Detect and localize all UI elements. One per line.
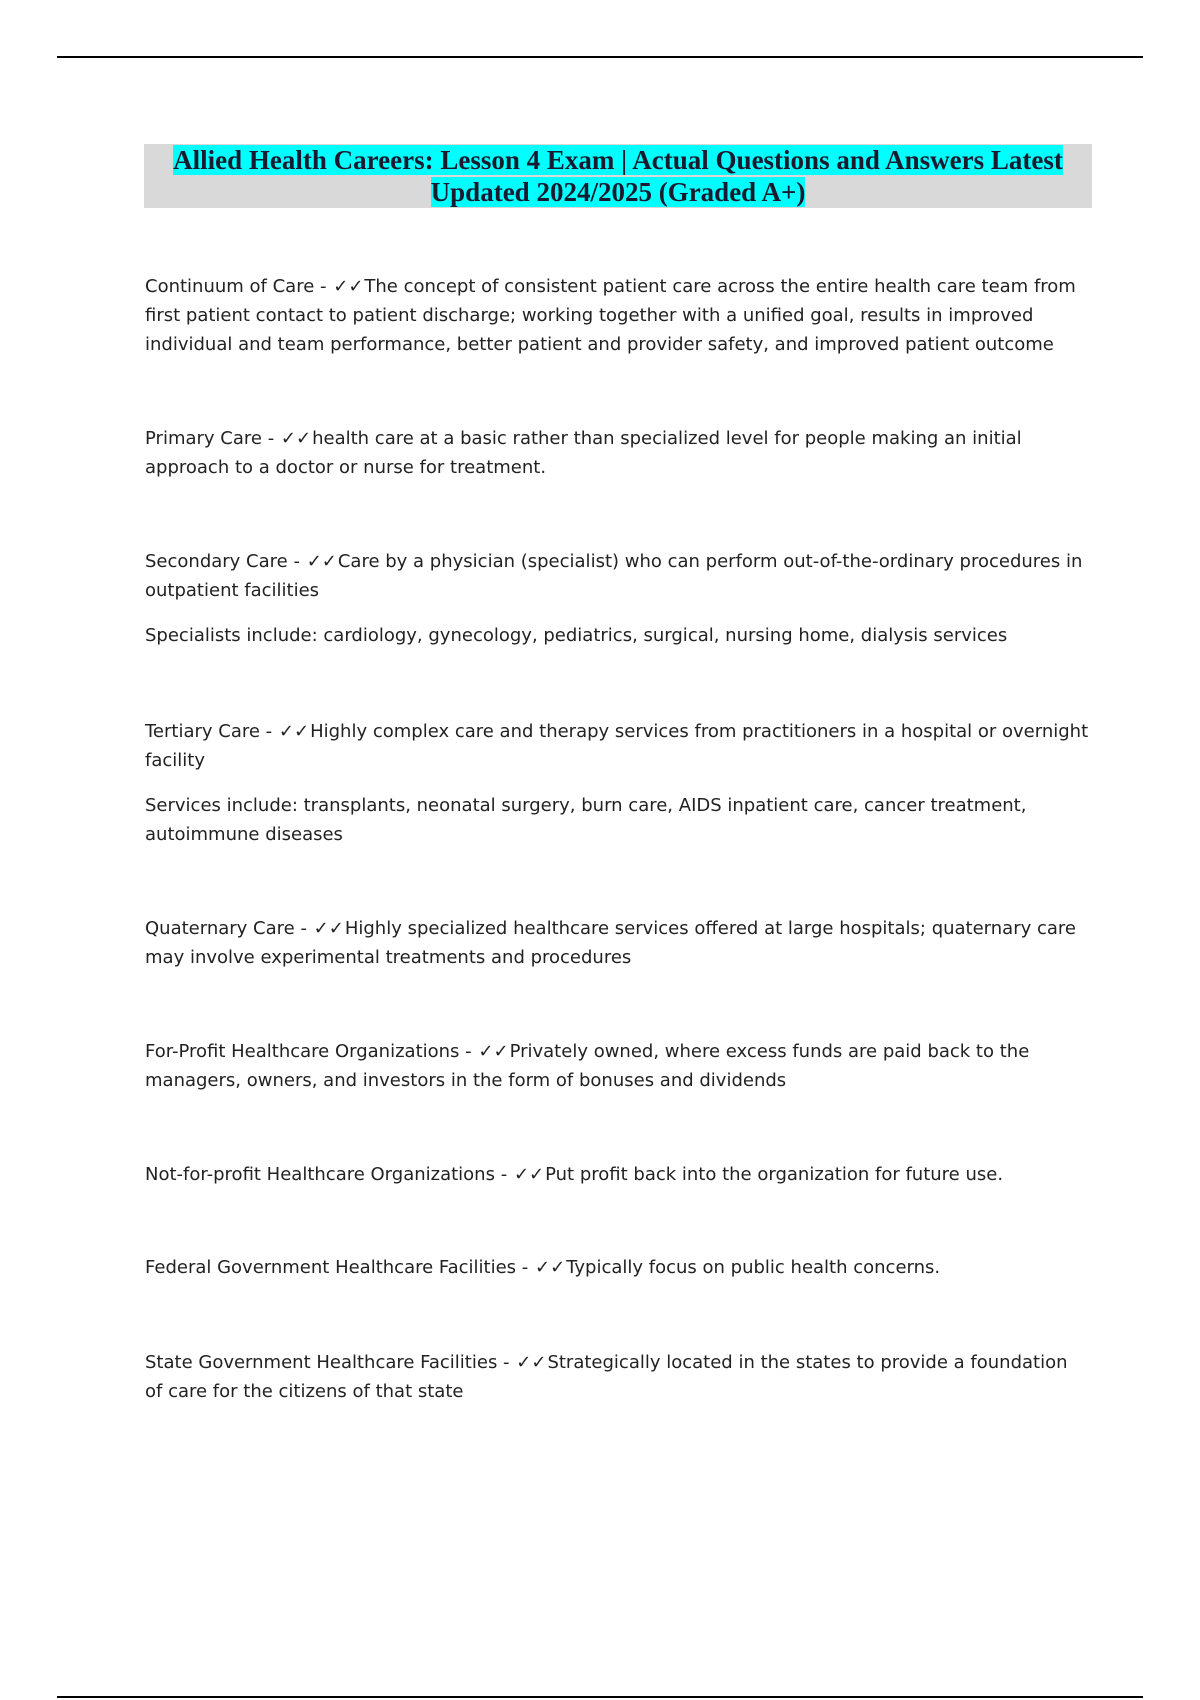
qa-definition: Not-for-profit Healthcare Organizations - ✓✓Put profit back into the organization for future use.: [145, 1164, 1004, 1185]
qa-entry-for-profit: [145, 1037, 1090, 1095]
double-check-icon: ✓✓: [313, 918, 344, 939]
qa-entry-tertiary-care: [145, 717, 1090, 849]
title-line-2: Updated 2024/2025 (Graded A+): [430, 177, 806, 207]
qa-entry-federal-government: [145, 1253, 1090, 1282]
qa-definition: Tertiary Care - ✓✓Highly complex care and therapy services from practitioners in a hospital or overnight facility: [145, 721, 1089, 771]
double-check-icon: ✓✓: [478, 1041, 509, 1062]
qa-definition: State Government Healthcare Facilities - ✓✓Strategically located in the states to provide a foundation of care for the citizens of that state: [145, 1352, 1068, 1402]
title-line-1: Allied Health Careers: Lesson 4 Exam | Actual Questions and Answers Latest: [173, 145, 1063, 175]
qa-entry-quaternary-care: [145, 914, 1090, 972]
qa-term: Secondary Care: [145, 551, 288, 572]
qa-term: State Government Healthcare Facilities: [145, 1352, 498, 1373]
double-check-icon: ✓✓: [278, 721, 310, 742]
double-check-icon: ✓✓: [306, 551, 337, 572]
double-check-icon: ✓✓: [513, 1164, 545, 1185]
qa-entry-not-for-profit: [145, 1160, 1090, 1189]
qa-term: Continuum of Care: [145, 276, 315, 297]
qa-definition: For-Profit Healthcare Organizations - ✓✓Privately owned, where excess funds are paid back to the managers, owners, and investors in the form of bonuses and dividends: [145, 1041, 1030, 1091]
qa-definition: Quaternary Care - ✓✓Highly specialized healthcare services offered at large hospitals; quaternary care may involve experimental treatments and procedures: [145, 918, 1076, 968]
qa-entry-continuum-of-care: [145, 272, 1090, 359]
qa-term: Primary Care: [145, 428, 262, 449]
double-check-icon: ✓✓: [333, 276, 364, 297]
double-check-icon: ✓✓: [535, 1257, 566, 1278]
qa-definition: Federal Government Healthcare Facilities - ✓✓Typically focus on public health concerns.: [145, 1257, 941, 1278]
qa-definition: Secondary Care - ✓✓Care by a physician (specialist) who can perform out-of-the-ordinary procedures in outpatient facilities: [145, 551, 1083, 601]
qa-definition: Continuum of Care - ✓✓The concept of consistent patient care across the entire health care team from first patient contact to patient discharge; working together with a unified goal, results in improved individual and team performance, better patient and provider safety, and improved patient outcome: [145, 276, 1076, 355]
qa-definition: Primary Care - ✓✓health care at a basic rather than specialized level for people making an initial approach to a doctor or nurse for treatment.: [145, 428, 1022, 478]
double-check-icon: ✓✓: [516, 1352, 547, 1373]
qa-term: Tertiary Care: [145, 721, 260, 742]
qa-entry-secondary-care: [145, 547, 1090, 650]
qa-extra-note: Specialists include: cardiology, gynecology, pediatrics, surgical, nursing home, dialysis services: [145, 625, 1008, 646]
footer-rule: [57, 1696, 1143, 1698]
qa-term: For-Profit Healthcare Organizations: [145, 1041, 460, 1062]
qa-extra-note: Services include: transplants, neonatal surgery, burn care, AIDS inpatient care, cancer treatment, autoimmune diseases: [145, 795, 1027, 845]
qa-term: Quaternary Care: [145, 918, 295, 939]
qa-entry-primary-care: [145, 424, 1090, 482]
qa-term: Federal Government Healthcare Facilities: [145, 1257, 517, 1278]
qa-term: Not-for-profit Healthcare Organizations: [145, 1164, 495, 1185]
page-title: [144, 144, 1092, 208]
double-check-icon: ✓✓: [280, 428, 312, 449]
header-rule: [57, 56, 1143, 58]
qa-entry-state-government: [145, 1348, 1090, 1406]
